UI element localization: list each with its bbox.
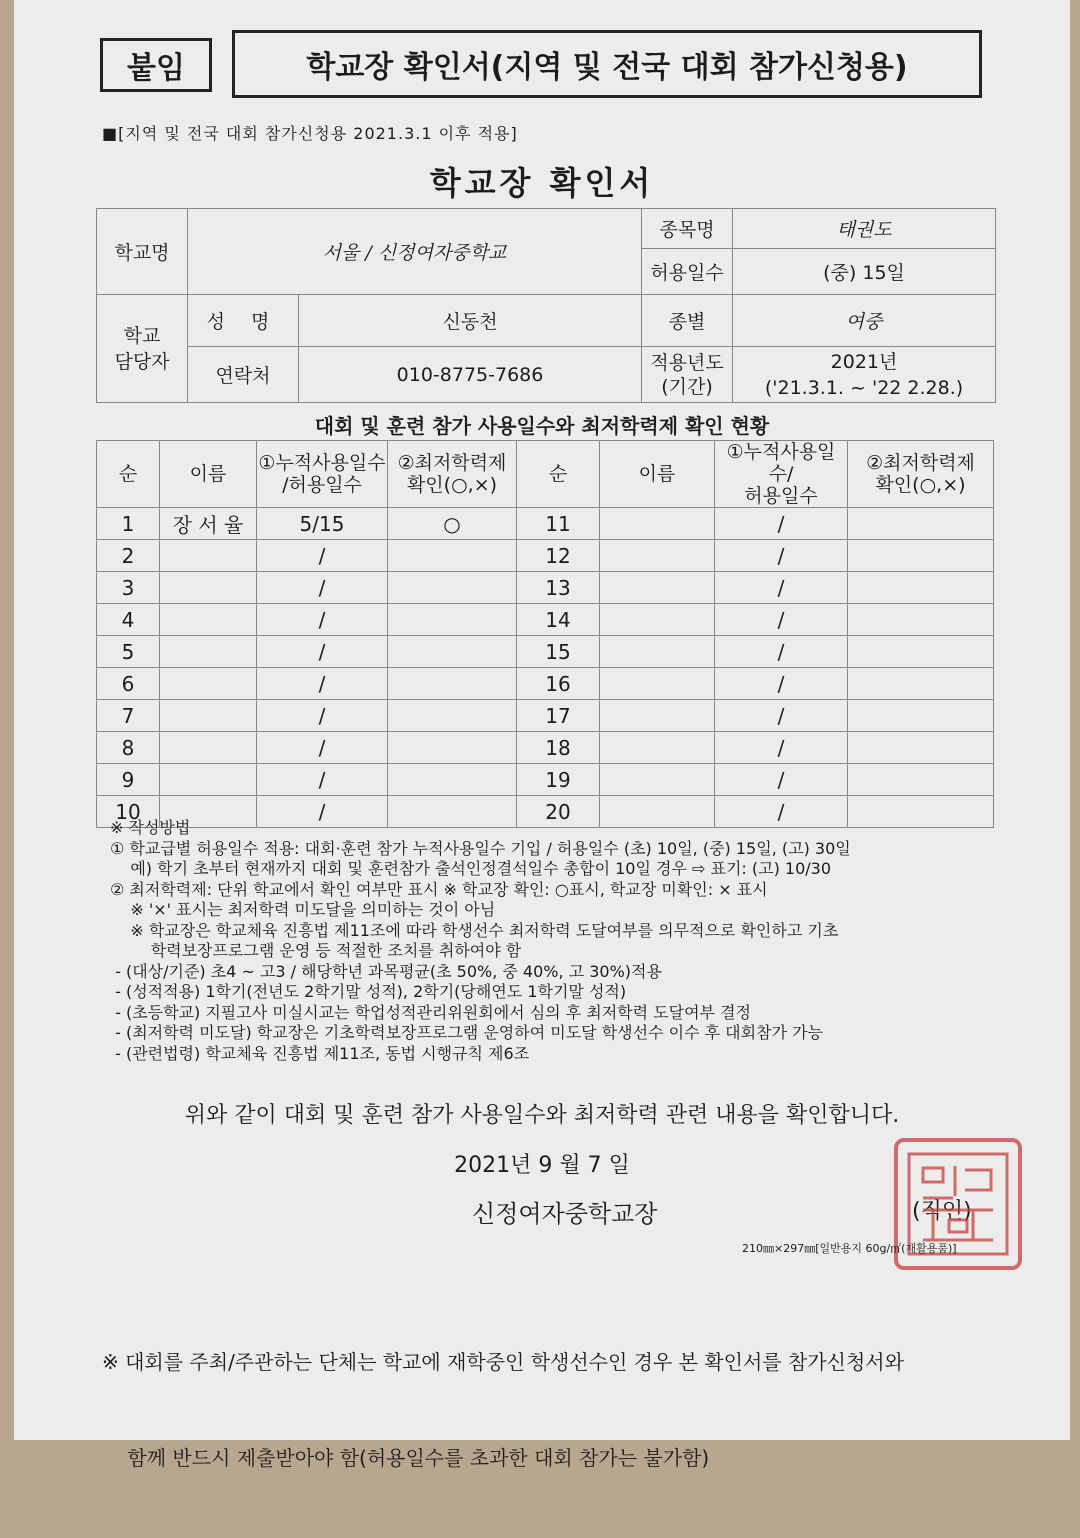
table-row <box>97 764 994 796</box>
note-line: ① 학교급별 허용일수 적용: 대회·훈련 참가 누적사용일수 기입 / 허용일수 (초) 10일, (중) 15일, (고) 30일 <box>110 838 851 858</box>
row-days: / <box>257 764 388 796</box>
note-line: - (최저학력 미도달) 학교장은 기초학력보장프로그램 운영하여 미도달 학생선수 이수 후 대회참가 가능 <box>110 1023 823 1042</box>
row-check <box>388 572 517 604</box>
row-no: 17 <box>517 700 600 732</box>
sport-label: 종목명 <box>642 209 733 249</box>
allowed-days-label: 허용일수 <box>642 249 733 295</box>
row-days: / <box>257 732 388 764</box>
row-days: / <box>257 700 388 732</box>
table-row <box>97 700 994 732</box>
col-check: ②최저학력제 확인(○,×) <box>388 441 517 508</box>
row-days: / <box>257 636 388 668</box>
instructions <box>110 818 1020 1064</box>
row-no: 10 <box>97 796 160 828</box>
name-label: 성 명 <box>188 295 299 347</box>
row-check <box>848 700 994 732</box>
row-name <box>600 764 715 796</box>
footer-line: ※ 대회를 주최/주관하는 단체는 학교에 재학중인 학생선수인 경우 본 확인서를 참가신청서와 <box>102 1350 904 1374</box>
row-name <box>160 700 257 732</box>
row-days: / <box>257 796 388 828</box>
row-name <box>600 508 715 540</box>
row-check <box>848 604 994 636</box>
note-line: - (성적적용) 1학기(전년도 2학기말 성적), 2학기(당해연도 1학기말 성적) <box>110 982 627 1001</box>
row-name <box>160 636 257 668</box>
row-days: / <box>715 636 848 668</box>
col-days-2: ①누적사용일수/ 허용일수 <box>715 441 848 508</box>
row-days: / <box>715 604 848 636</box>
info-table <box>96 208 996 403</box>
row-days: / <box>257 604 388 636</box>
row-name <box>160 764 257 796</box>
table-row <box>97 668 994 700</box>
document-page <box>14 0 1070 1470</box>
note-line: 예) 학기 초부터 현재까지 대회 및 훈련참가 출석인정결석일수 총합이 10일 경우 ⇨ 표기: (고) 10/30 <box>110 859 832 878</box>
row-name <box>600 572 715 604</box>
category-value: 여중 <box>733 295 996 347</box>
contact-label: 연락처 <box>188 347 299 403</box>
table-row <box>97 636 994 668</box>
row-check <box>848 540 994 572</box>
col-no-2: 순 <box>517 441 600 508</box>
row-name <box>160 668 257 700</box>
col-name: 이름 <box>160 441 257 508</box>
seal-label: (직인) <box>912 1199 972 1224</box>
row-name: 장 서 율 <box>160 508 257 540</box>
note-line: ※ 작성방법 <box>110 818 191 837</box>
row-check <box>388 604 517 636</box>
contact-value: 010-8775-7686 <box>299 347 642 403</box>
row-no: 20 <box>517 796 600 828</box>
footer-note <box>102 1282 904 1538</box>
issue-date: 2021년 9 월 7 일 <box>454 1153 630 1178</box>
row-no: 2 <box>97 540 160 572</box>
school-label: 학교명 <box>97 209 188 295</box>
row-no: 5 <box>97 636 160 668</box>
table-row <box>97 540 994 572</box>
allowed-days-value: (중) 15일 <box>733 249 996 295</box>
row-no: 14 <box>517 604 600 636</box>
row-check <box>848 732 994 764</box>
row-name <box>160 604 257 636</box>
table-row <box>97 732 994 764</box>
header-title: 학교장 확인서(지역 및 전국 대회 참가신청용) <box>232 30 982 98</box>
table-row <box>97 604 994 636</box>
row-no: 19 <box>517 764 600 796</box>
row-check <box>388 764 517 796</box>
row-check <box>848 636 994 668</box>
row-check <box>388 732 517 764</box>
row-no: 6 <box>97 668 160 700</box>
row-days: / <box>257 540 388 572</box>
row-name <box>160 732 257 764</box>
row-check: ○ <box>388 508 517 540</box>
row-check <box>388 540 517 572</box>
row-name <box>160 540 257 572</box>
row-no: 13 <box>517 572 600 604</box>
table-row <box>97 508 994 540</box>
footer-line: 함께 반드시 제출받아야 함(허용일수를 초과한 대회 참가는 불가함) <box>102 1446 710 1470</box>
note-line: ※ 학교장은 학교체육 진흥법 제11조에 따라 학생선수 최저학력 도달여부를 의무적으로 확인하고 기초 <box>110 920 839 940</box>
row-name <box>600 604 715 636</box>
school-value: 서울 / 신정여자중학교 <box>188 209 642 295</box>
period-value: 2021년 ('21.3.1. ~ '22 2.28.) <box>733 347 996 403</box>
note-line: - (관련법령) 학교체육 진흥법 제11조, 동법 시행규칙 제6조 <box>110 1043 530 1063</box>
confirmation-text: 위와 같이 대회 및 훈련 참가 사용일수와 최저학력 관련 내용을 확인합니다. <box>184 1103 900 1128</box>
row-check <box>388 668 517 700</box>
row-no: 1 <box>97 508 160 540</box>
row-no: 11 <box>517 508 600 540</box>
row-days: / <box>715 732 848 764</box>
row-days: / <box>715 572 848 604</box>
row-check <box>848 572 994 604</box>
row-name <box>600 732 715 764</box>
row-no: 9 <box>97 764 160 796</box>
row-name <box>600 540 715 572</box>
signer-name: 신정여자중학교장 <box>472 1200 658 1228</box>
row-no: 4 <box>97 604 160 636</box>
row-name <box>600 636 715 668</box>
note-line: ② 최저학력제: 단위 학교에서 확인 여부만 표시 ※ 학교장 확인: ○표시, 학교장 미확인: × 표시 <box>110 879 768 899</box>
row-no: 7 <box>97 700 160 732</box>
section-title: 대회 및 훈련 참가 사용일수와 최저학력제 확인 현황 <box>314 414 770 438</box>
notice-line: ■[지역 및 전국 대회 참가신청용 2021.3.1 이후 적용] <box>102 124 518 143</box>
note-line: - (대상/기준) 초4 ~ 고3 / 해당학년 과목평균(초 50%, 중 40%, 고 30%)적용 <box>110 961 662 981</box>
document-title: 학교장 확인서 <box>429 164 655 202</box>
attachment-tag: 붙임 <box>100 38 212 92</box>
row-days: 5/15 <box>257 508 388 540</box>
note-line: 학력보장프로그램 운영 등 적절한 조치를 취하여야 함 <box>110 941 522 960</box>
row-check <box>848 764 994 796</box>
row-name <box>160 572 257 604</box>
row-days: / <box>715 508 848 540</box>
note-line: ※ '×' 표시는 최저학력 미도달을 의미하는 것이 아님 <box>110 900 496 919</box>
row-days: / <box>715 700 848 732</box>
row-days: / <box>257 572 388 604</box>
category-label: 종별 <box>642 295 733 347</box>
row-check <box>848 668 994 700</box>
row-days: / <box>715 764 848 796</box>
col-no: 순 <box>97 441 160 508</box>
sport-value: 태권도 <box>733 209 996 249</box>
row-no: 16 <box>517 668 600 700</box>
row-name <box>600 700 715 732</box>
paper-spec: 210㎜×297㎜[일반용지 60g/㎡(재활용품)] <box>742 1242 957 1255</box>
row-no: 18 <box>517 732 600 764</box>
row-no: 3 <box>97 572 160 604</box>
row-no: 12 <box>517 540 600 572</box>
row-days: / <box>257 668 388 700</box>
row-no: 8 <box>97 732 160 764</box>
period-label: 적용년도 (기간) <box>642 347 733 403</box>
row-check <box>388 636 517 668</box>
note-line: - (초등학교) 지필고사 미실시교는 학업성적관리위원회에서 심의 후 최저학력 도달여부 결정 <box>110 1002 751 1022</box>
col-check-2: ②최저학력제 확인(○,×) <box>848 441 994 508</box>
col-name-2: 이름 <box>600 441 715 508</box>
row-check <box>388 700 517 732</box>
row-days: / <box>715 796 848 828</box>
row-name <box>600 668 715 700</box>
row-check <box>848 508 994 540</box>
row-days: / <box>715 540 848 572</box>
row-no: 15 <box>517 636 600 668</box>
table-row <box>97 572 994 604</box>
row-days: / <box>715 668 848 700</box>
name-value: 신동천 <box>299 295 642 347</box>
participation-table <box>96 440 994 828</box>
manager-label: 학교 담당자 <box>97 295 188 403</box>
col-days: ①누적사용일수 /허용일수 <box>257 441 388 508</box>
